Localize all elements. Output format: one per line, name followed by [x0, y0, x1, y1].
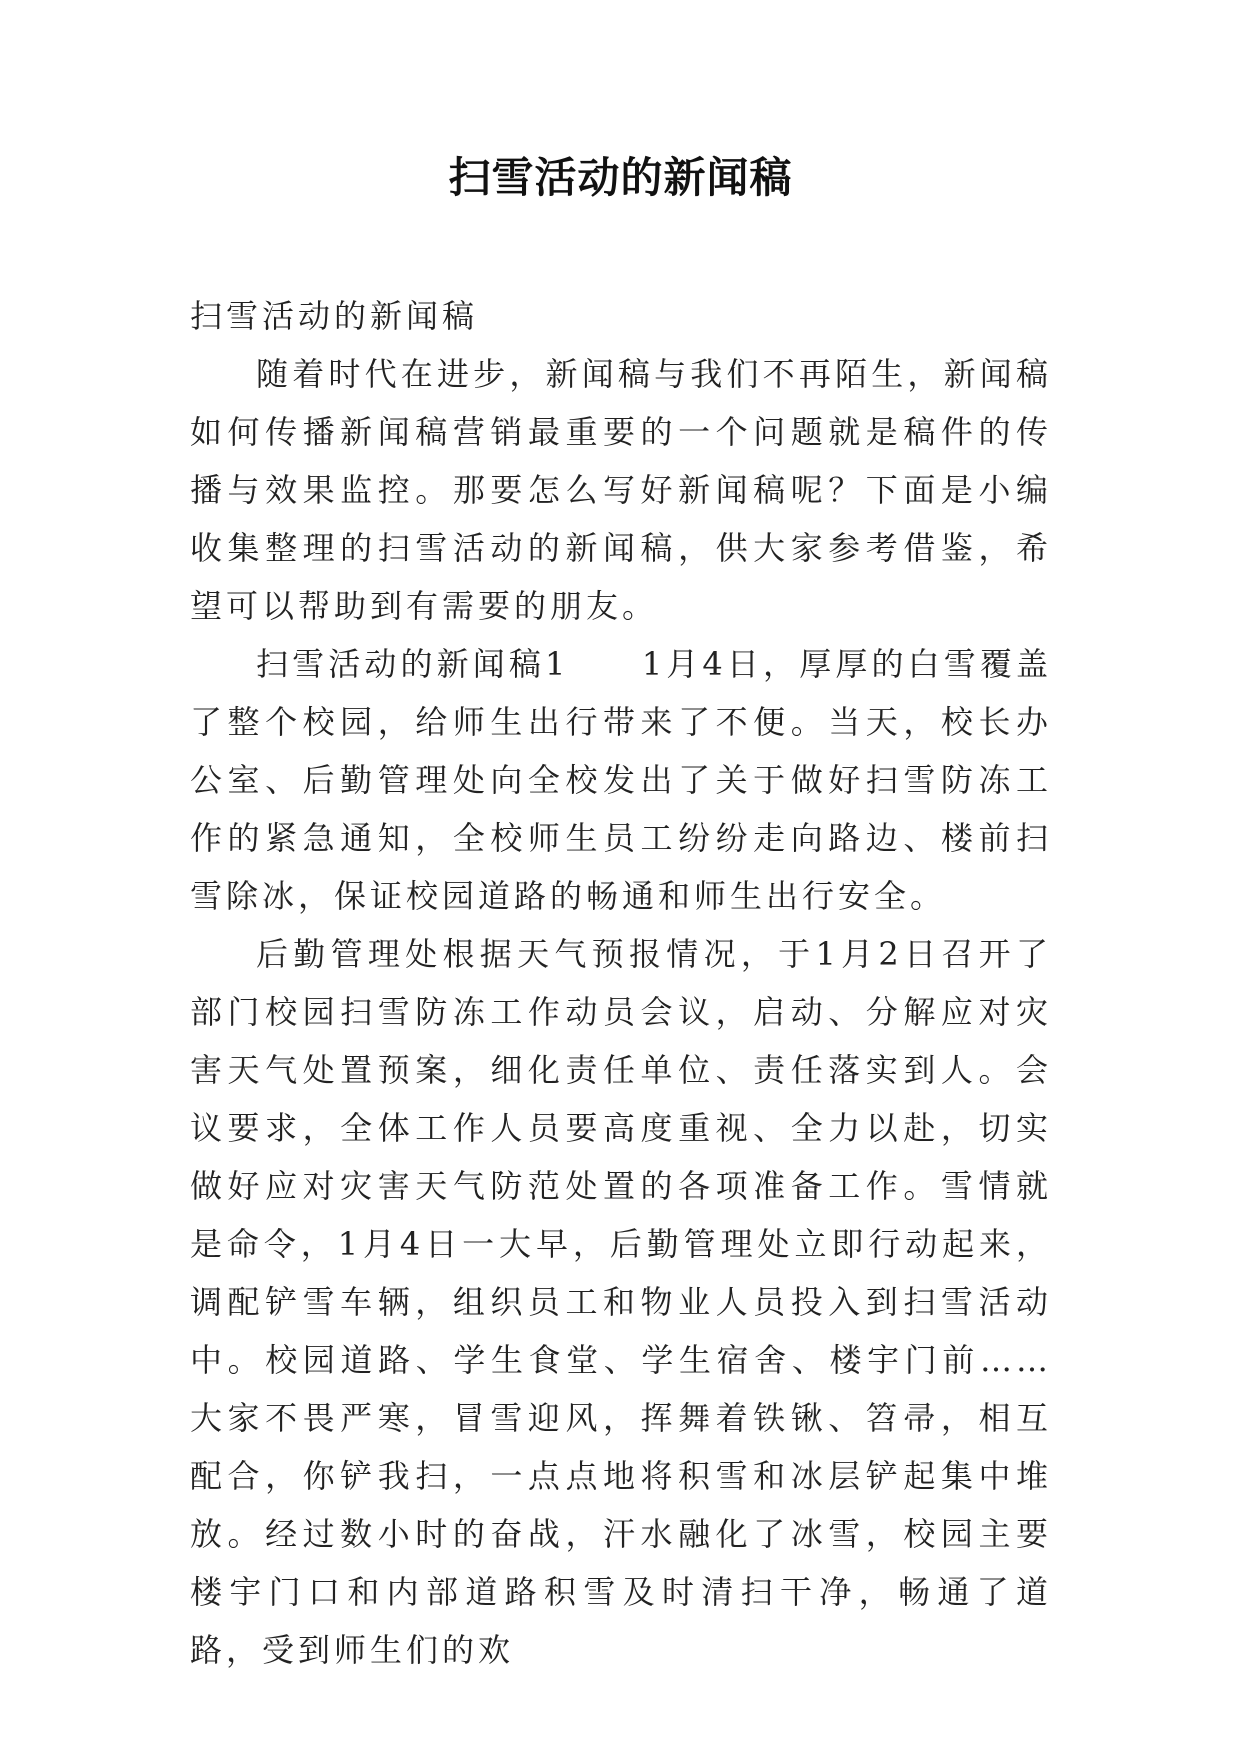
article-1-logistics-paragraph: 后勤管理处根据天气预报情况，于1月2日召开了部门校园扫雪防冻工作动员会议，启动、分解应对灾害天气处置预案，细化责任单位、责任落实到人。会议要求，全体工作人员要高度重视、全力以赴，切实做好应对灾害天气防范处置的各项准备工作。雪情就是命令，1月4日一大早，后勤管理处立即行动起来，调配铲雪车辆，组织员工和物业人员投入到扫雪活动中。校园道路、学生食堂、学生宿舍、楼宇门前……大家不畏严寒，冒雪迎风，挥舞着铁锹、笤帚，相互配合，你铲我扫，一点点地将积雪和冰层铲起集中堆放。经过数小时的奋战，汗水融化了冰雪，校园主要楼宇门口和内部道路积雪及时清扫干净，畅通了道路，受到师生们的欢	[190, 935, 1052, 1669]
document-body	[190, 287, 1052, 1679]
body-heading: 扫雪活动的新闻稿	[190, 297, 479, 335]
intro-paragraph: 随着时代在进步，新闻稿与我们不再陌生，新闻稿如何传播新闻稿营销最重要的一个问题就是稿件的传播与效果监控。那要怎么写好新闻稿呢？下面是小编收集整理的扫雪活动的新闻稿，供大家参考借鉴，希望可以帮助到有需要的朋友。	[190, 355, 1052, 625]
document-title: 扫雪活动的新闻稿	[448, 153, 793, 202]
article-1-paragraph: 扫雪活动的新闻稿1 1月4日，厚厚的白雪覆盖了整个校园，给师生出行带来了不便。当天，校长办公室、后勤管理处向全校发出了关于做好扫雪防冻工作的紧急通知，全校师生员工纷纷走向路边、楼前扫雪除冰，保证校园道路的畅通和师生出行安全。	[190, 645, 1052, 915]
